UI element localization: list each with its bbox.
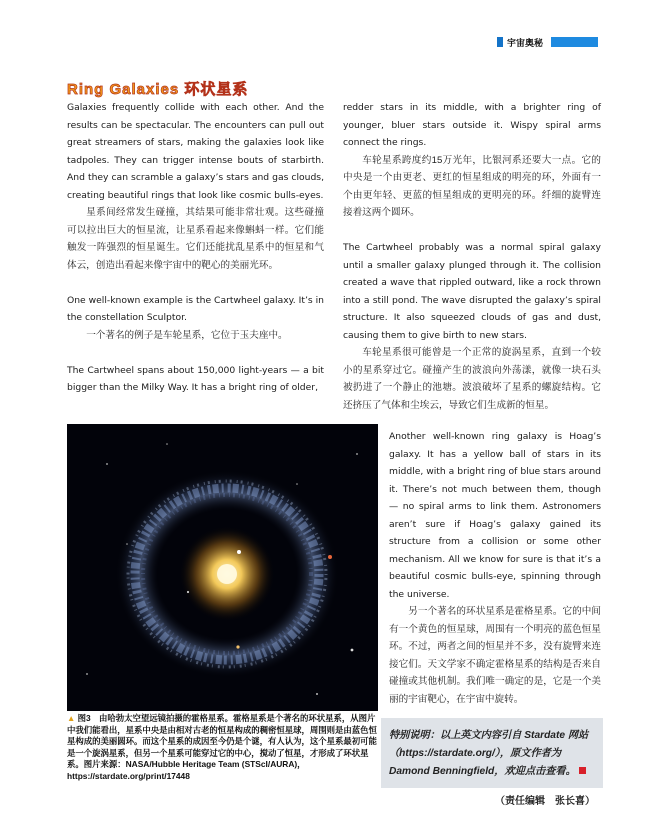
caption-triangle-icon: ▲: [67, 713, 76, 723]
lower-right-column: [389, 428, 601, 708]
paragraph-zh: 一个著名的例子是车轮星系，它位于玉夫座中。: [86, 329, 288, 341]
header-marker: [497, 37, 503, 47]
caption-text: 图3 由哈勃太空望远镜拍摄的霍格星系。霍格星系是个著名的环状星系，从图片中我们能看出，星系中央是由相对古老的恒星构成的稠密恒星球，周围则是由蓝色恒星构成的美丽圆环。而这个星系的成因至今仍是个谜，有人认为，这个星系最初可能是一个旋涡星系，但另一个星系可能穿过它的中心，搅动了恒星，才形成了环状星系。图片来源：NASA/Hubble Heritage Team (STScI/AURA)，https://stardate.org/print/17448: [67, 713, 377, 781]
paragraph-en: The Cartwheel spans about 150,000 light-years — a bit bigger than the Milky Way. It has a bright ring of older,: [67, 364, 324, 393]
paragraph-en: The Cartwheel probably was a normal spiral galaxy until a smaller galaxy plunged through it. The collision created a wave that rippled outward, like a rock thrown into a still pond. The wave disrupted the galaxy’s spiral structure. It also squeezed clouds of gas and dust, causing them to give birth to new stars.: [343, 242, 601, 341]
paragraph-en: Another well-known ring galaxy is Hoag’s galaxy. It has a yellow ball of stars in its middle, with a bright ring of blue stars around it. There’s not much between them, though — no spiral arms to link them. Astronomers aren’t sure if Hoag’s galaxy gained its structure from a collision or some other mechanism. All we know for sure is that it’s a beautiful cosmic bulls-eye, spinning through the universe.: [389, 431, 601, 600]
source-note: [381, 718, 603, 788]
article-title: Ring Galaxies 环状星系: [67, 81, 249, 98]
responsible-editor: （责任编辑 张长喜）: [495, 796, 595, 807]
end-mark-icon: [579, 767, 586, 774]
paragraph-zh: 车轮星系跨度约15万光年，比银河系还要大一点。它的中央是一个由更老、更红的恒星组成的明亮的环，外面有一个由更年轻、更蓝的恒星组成的更明亮的环。纤细的旋臂连接着这两个圆环。: [343, 154, 601, 218]
section-header: [497, 37, 601, 47]
figure-caption: [67, 713, 378, 782]
hoag-galaxy-photo: [67, 424, 378, 711]
paragraph-en: redder stars in its middle, with a brighter ring of younger, bluer stars outside it. Wispy spiral arms connect the rings.: [343, 102, 601, 148]
paragraph-zh: 车轮星系很可能曾是一个正常的旋涡星系，直到一个较小的星系穿过它。碰撞产生的波浪向外荡漾，就像一块石头被扔进了一个静止的池塘。波浪破坏了星系的螺旋结构。它还挤压了气体和尘埃云，导致它们生成新的恒星。: [343, 347, 601, 411]
galaxy-image: [67, 424, 378, 711]
right-column: [343, 99, 601, 414]
paragraph-zh: 星系间经常发生碰撞，其结果可能非常壮观。这些碰撞可以拉出巨大的恒星流，让星系看起来像蝌蚪一样。它们能触发一阵强烈的恒星诞生。它们还能扰乱星系中的恒星和气体云，创造出看起来像宇宙中的靶心的美丽光环。: [67, 207, 324, 271]
header-stripe: [551, 37, 598, 47]
note-text: 特别说明：以上英文内容引自 Stardate 网站（https://stardate.org/），原文作者为 Damond Benningfield，欢迎点击查看。: [389, 730, 589, 777]
paragraph-en: Galaxies frequently collide with each other. And the results can be spectacular. The encounters can pull out great streamers of stars, making the galaxies look like tadpoles. They can trigger intense bouts of starbirth. And they can scramble a galaxy’s stars and gas clouds, creating beautiful rings that look like cosmic bulls-eyes.: [67, 102, 324, 201]
section-label: 宇宙奥秘: [507, 38, 544, 48]
paragraph-zh: 另一个著名的环状星系是霍格星系。它的中间有一个黄色的恒星球，周围有一个明亮的蓝色恒星环。不过，两者之间的恒星并不多，没有旋臂来连接它们。天文学家不确定霍格星系的结构是否来自碰撞或其他机制。我们唯一确定的是，它是一个美丽的宇宙靶心，在宇宙中旋转。: [389, 606, 601, 705]
paragraph-en: One well-known example is the Cartwheel galaxy. It’s in the constellation Sculptor.: [67, 294, 324, 323]
left-column: [67, 99, 324, 397]
